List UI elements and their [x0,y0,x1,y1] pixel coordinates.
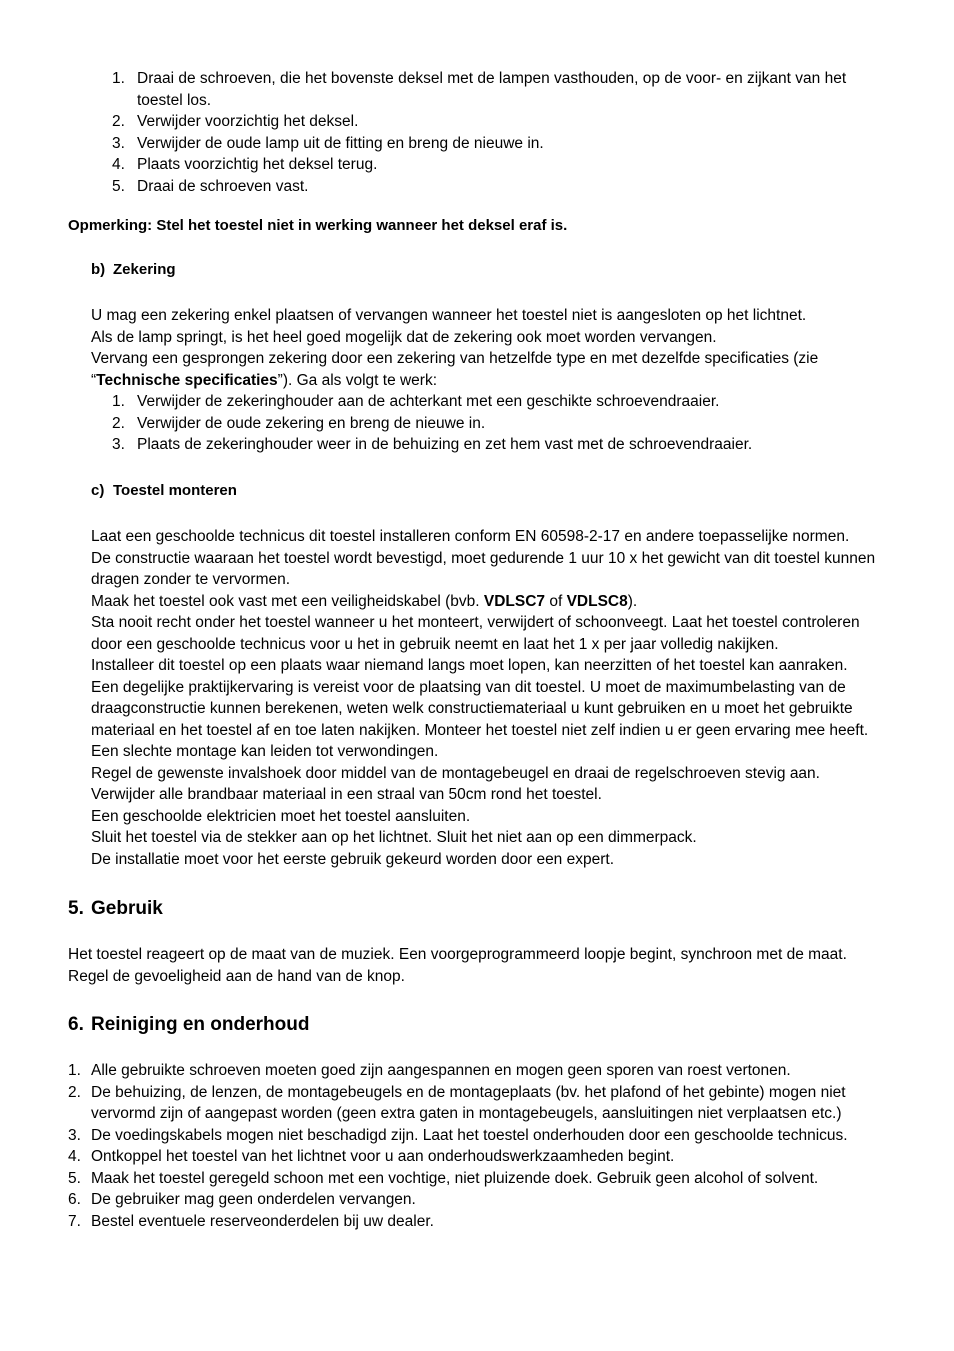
cable-before: Maak het toestel ook vast met een veiligheidskabel (bvb. [91,592,484,610]
mount-paragraph: Verwijder alle brandbaar materiaal in een straal van 50cm rond het toestel. [91,786,602,803]
mount-paragraph: Laat een geschoolde technicus dit toestel installeren conform EN 60598-2-17 en andere toepasselijke normen. [91,528,850,545]
list-text: Verwijder de oude zekering en breng de nieuwe in. [137,414,486,432]
list-number: 3. [112,134,125,152]
list-number: 2. [112,113,125,130]
list-item [112,413,891,435]
list-item [68,1125,888,1147]
list-text: Plaats voorzichtig het deksel terug. [137,156,378,173]
list-number: 1. [112,393,125,410]
fuse-section [91,305,891,456]
usage-heading-number: 5. [68,898,84,919]
list-item [112,176,892,198]
mount-heading-title: Toestel monteren [113,482,237,499]
mount-heading [91,482,237,499]
mount-paragraph: Installeer dit toestel op een plaats waar niemand langs moet lopen, kan neerzitten of het toestel kan aanraken. [91,657,848,674]
list-item [68,1146,888,1168]
list-item [112,391,891,413]
list-number: 4. [68,1148,81,1165]
fuse-heading-title: Zekering [113,261,176,278]
cable-code-2: VDLSC8 [566,592,628,610]
maintenance-heading-number: 6. [68,1014,84,1035]
list-text: Verwijder voorzichtig het deksel. [137,113,359,130]
remark-note: Opmerking: Stel het toestel niet in werking wanneer het deksel eraf is. [68,217,568,234]
fuse-heading [91,261,176,278]
fuse-heading-label: b) [91,261,106,278]
fuse-line: Vervang een gesprongen zekering door een zekering van hetzelfde type en met dezelfde specificaties (zie [91,350,819,367]
list-number: 5. [68,1169,81,1187]
list-number: 3. [68,1126,81,1144]
list-item [68,1211,888,1233]
maintenance-heading-title: Reiniging en onderhoud [91,1014,310,1035]
list-text: Verwijder de zekeringhouder aan de achterkant met een geschikte schroevendraaier. [137,393,720,410]
list-number: 3. [112,436,125,453]
fuse-spec-line [91,370,891,392]
list-number: 4. [112,156,125,173]
list-text: Maak het toestel geregeld schoon met een vochtige, niet pluizende doek. Gebruik geen alcohol of solvent. [91,1169,819,1187]
list-text: Draai de schroeven vast. [137,177,309,195]
spec-after: ”). Ga als volgt te werk: [277,371,438,389]
mount-paragraph: Sluit het toestel via de stekker aan op het lichtnet. Sluit het niet aan op een dimmerpack. [91,829,697,846]
cable-code-1: VDLSC7 [483,592,546,610]
spec-reference: Technische specificaties [96,371,278,389]
list-number: 2. [68,1083,81,1101]
list-text: Draai de schroeven, die het bovenste deksel met de lampen vasthouden, op de voor- en zijkant van het toestel los. [137,70,847,109]
list-item [68,1189,888,1211]
mount-paragraph: Een geschoolde elektricien moet het toestel aansluiten. [91,807,471,825]
quote-open: “ [91,371,97,389]
cable-after: ). [627,592,638,610]
list-text: De voedingskabels mogen niet beschadigd zijn. Laat het toestel onderhouden door een geschoolde technicus. [91,1126,848,1144]
fuse-replacement-steps [112,391,891,456]
list-text: Plaats de zekeringhouder weer in de behuizing en zet hem vast met de schroevendraaier. [137,436,753,453]
lamp-replacement-steps [112,68,892,197]
mount-paragraph: Een degelijke praktijkervaring is vereist voor de plaatsing van dit toestel. U moet de maximumbelasting van de draagconstructie kunnen berekenen, weten welk constructiemateriaal u kunt gebruiken en u moet het gebruikte materiaal en het toestel af en toe laten nakijken. Monteer het toestel niet zelf indien u er geen ervaring mee heeft. Een slechte montage kan leiden tot verwondingen. [91,678,869,760]
list-number: 1. [68,1062,81,1079]
usage-heading [68,898,163,920]
list-number: 1. [112,70,125,87]
mount-paragraph: De installatie moet voor het eerste gebruik gekeurd worden door een expert. [91,850,614,868]
list-text: Bestel eventuele reserveonderdelen bij uw dealer. [91,1212,434,1230]
list-item [112,434,891,456]
list-item [112,154,892,176]
list-number: 6. [68,1191,81,1208]
list-item [112,111,892,133]
usage-heading-title: Gebruik [91,898,163,919]
mount-paragraph: Sta nooit recht onder het toestel wanneer u het monteert, verwijdert of schoonveegt. Laat het toestel controleren door een geschoolde technicus voor u het in gebruik neemt en laat het 1 x per jaar volledig nakijken. [91,614,860,653]
maintenance-steps [68,1060,888,1232]
list-item [68,1060,888,1082]
cable-mid: of [545,592,567,610]
list-item [68,1082,888,1125]
list-item [112,68,892,111]
list-number: 5. [112,177,125,195]
mount-paragraph: Regel de gewenste invalshoek door middel van de montagebeugel en draai de regelschroeven stevig aan. [91,764,820,782]
list-number: 2. [112,414,125,432]
list-text: De behuizing, de lenzen, de montagebeugels en de montageplaats (bv. het plafond of het gebinte) mogen niet vervormd zijn of aangepast worden (geen extra gaten in montagebeugels, aansluitingen niet verplaatsen etc.) [91,1083,846,1122]
list-item [112,133,892,155]
fuse-line: U mag een zekering enkel plaatsen of vervangen wanneer het toestel niet is aangesloten op het lichtnet. [91,307,807,324]
mount-section [91,526,891,870]
list-item [68,1168,888,1190]
maintenance-heading [68,1014,309,1036]
list-text: Alle gebruikte schroeven moeten goed zijn aangespannen en mogen geen sporen van roest vertonen. [91,1062,791,1079]
fuse-line: Als de lamp springt, is het heel goed mogelijk dat de zekering ook moet worden vervangen. [91,328,717,346]
list-text: Verwijder de oude lamp uit de fitting en breng de nieuwe in. [137,134,544,152]
mount-cable-paragraph [91,591,891,613]
usage-text: Het toestel reageert op de maat van de muziek. Een voorgeprogrammeerd loopje begint, synchroon met de maat. Regel de gevoeligheid aan de hand van de knop. [68,946,847,985]
mount-heading-label: c) [91,482,105,499]
list-text: Ontkoppel het toestel van het lichtnet voor u aan onderhoudswerkzaamheden begint. [91,1148,675,1165]
list-text: De gebruiker mag geen onderdelen vervangen. [91,1191,416,1208]
mount-paragraph: De constructie waaraan het toestel wordt bevestigd, moet gedurende 1 uur 10 x het gewicht van dit toestel kunnen dragen zonder te vervormen. [91,549,876,588]
list-number: 7. [68,1212,81,1230]
